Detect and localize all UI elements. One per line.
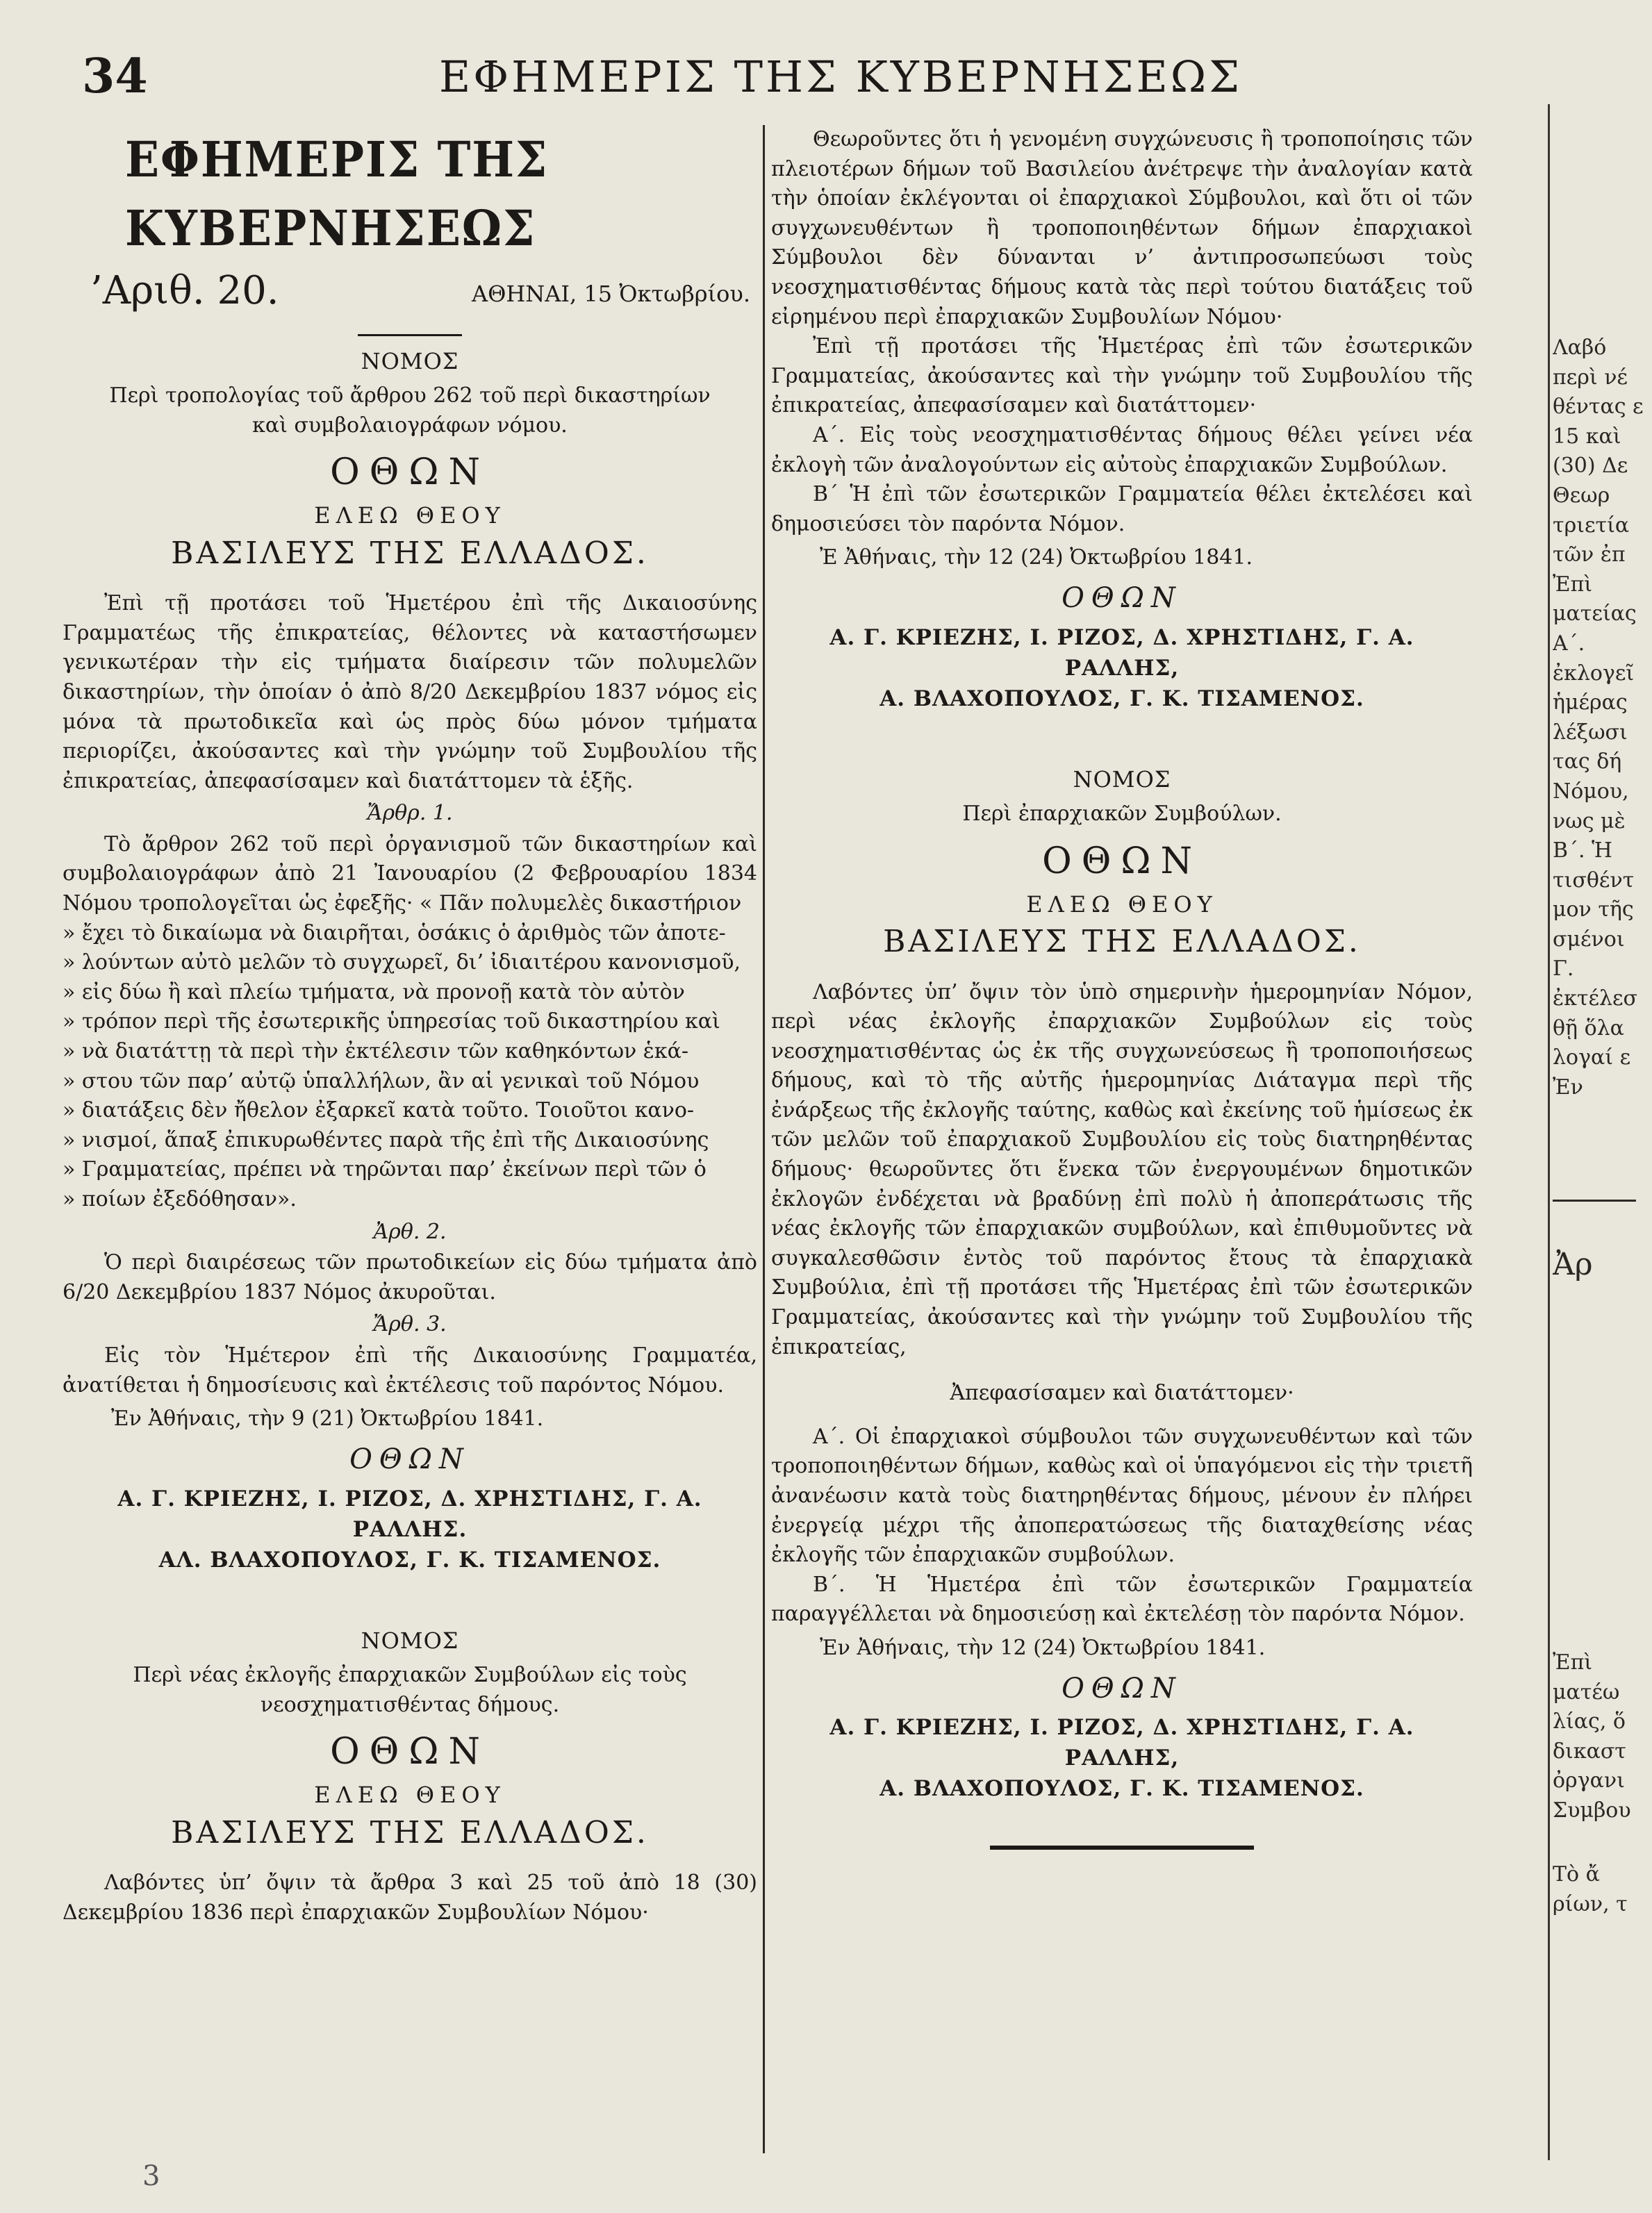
fragment-line: ὀργανι xyxy=(1553,1768,1625,1793)
fragment-line: ρίων, τ xyxy=(1553,1892,1628,1917)
fragment-line: λίας, ὅ xyxy=(1553,1709,1626,1734)
king-signature: ΟΘΩΝ xyxy=(1062,1672,1182,1705)
article-text: Τὸ ἄρθρον 262 τοῦ περὶ ὀργανισμοῦ τῶν δικαστηρίων καὶ συμβολαιογράφων ἀπὸ 21 Ἰανουαρίου (2 Φεβρουαρίου 1834 Νόμου τροπολογεῖται ὡς ἐφεξῆς· « Πᾶν πολυμελὲς δικαστήριον xyxy=(63,831,757,916)
law-heading: ΝΟΜΟΣ xyxy=(361,1627,459,1654)
section-gap xyxy=(771,714,1473,756)
king-title: ΒΑΣΙΛΕΥΣ ΤΗΣ ΕΛΛΑΔΟΣ. xyxy=(171,535,649,571)
fragment-line: σμένοι xyxy=(1553,927,1625,952)
law-new-election-continued xyxy=(771,125,1473,714)
king-signature: ΟΘΩΝ xyxy=(349,1443,470,1475)
law-subject-line: καὶ συμβολαιογράφων νόμου. xyxy=(252,413,568,438)
fragment-line: τισθέντ xyxy=(1553,868,1635,893)
fragment-line: ἐκτέλεσ xyxy=(1553,986,1638,1011)
blank-gap xyxy=(1553,125,1652,333)
article-text: Εἰς τὸν Ἡμέτερον ἐπὶ τῆς Δικαιοσύνης Γραμματέα, ἀνατίθεται ἡ δημοσίευσις καὶ ἐκτέλεσις τοῦ παρόντος Νόμου. xyxy=(63,1343,757,1398)
page-footer-mark: 3 xyxy=(142,2160,160,2192)
fragment-line: Τὸ ἄ xyxy=(1553,1862,1600,1887)
fragment-line: δικαστ xyxy=(1553,1739,1626,1764)
left-column xyxy=(63,125,757,1928)
article-text: Α΄. Εἰς τοὺς νεοσχηματισθέντας δήμους θέλει γείνει νέα ἐκλογὴ τῶν ἀναλογούντων εἰς αὐτοὺς ἐπαρχιακῶν Συμβούλων. xyxy=(771,422,1473,477)
minister-signatures: Α. Γ. ΚΡΙΕΖΗΣ, Ι. ΡΙΖΟΣ, Δ. ΧΡΗΣΤΙΔΗΣ, Γ. Α. ΡΑΛΛΗΣ, xyxy=(829,1715,1414,1771)
fragment-line: 15 καὶ xyxy=(1553,424,1621,449)
dei-gratia: ΕΛΕΩ ΘΕΟΥ xyxy=(314,502,506,529)
quote-line: » διατάξεις δὲν ἤθελον ἐξαρκεῖ κατὰ τοῦτο. Τοιοῦτοι κανο- xyxy=(63,1098,695,1123)
law-article-262 xyxy=(63,346,757,1575)
fragment-rule xyxy=(1553,1200,1636,1202)
law-subject-line: Περὶ τροπολογίας τοῦ ἄρθρου 262 τοῦ περὶ δικαστηρίων xyxy=(109,383,711,408)
page-header xyxy=(0,35,1652,111)
column-divider xyxy=(763,125,765,2153)
minister-signatures: Α. Γ. ΚΡΙΕΖΗΣ, Ι. ΡΙΖΟΣ, Δ. ΧΡΗΣΤΙΔΗΣ, Γ. Α. ΡΑΛΛΗΣ. xyxy=(117,1486,702,1542)
fragment-block xyxy=(1553,333,1652,1102)
masthead: ΕΦΗΜΕΡΙΣ ΤΗΣ ΚΥΒΕΡΝΗΣΕΩΣ xyxy=(125,131,549,258)
signing-date: Ἐν Ἀθήναις, τὴν 9 (21) Ὀκτωβρίου 1841. xyxy=(111,1407,544,1432)
minister-signatures: Α. ΒΛΑΧΟΠΟΥΛΟΣ, Γ. Κ. ΤΙΣΑΜΕΝΟΣ. xyxy=(879,686,1364,711)
fragment-line: νως μὲ xyxy=(1553,809,1626,834)
fragment-line: ματέω xyxy=(1553,1680,1620,1705)
fragment-line: Ἐν xyxy=(1553,1075,1583,1100)
issue-number: ’Αριθ. 20. xyxy=(90,267,279,313)
middle-column xyxy=(771,125,1473,1850)
signing-date: Ἐν Ἀθήναις, τὴν 12 (24) Ὀκτωβρίου 1841. xyxy=(820,1635,1266,1660)
article-label: Ἀρθ. 2. xyxy=(373,1219,447,1244)
preamble: Λαβόντες ὑπ’ ὄψιν τὰ ἄρθρα 3 καὶ 25 τοῦ ἀπὸ 18 (30) Δεκεμβρίου 1836 περὶ ἐπαρχιακῶν Συμβουλίων Νόμου· xyxy=(63,1870,757,1925)
fragment-line: τῶν ἐπ xyxy=(1553,542,1626,567)
king-title: ΒΑΣΙΛΕΥΣ ΤΗΣ ΕΛΛΑΔΟΣ. xyxy=(883,924,1361,960)
preamble: Θεωροῦντες ὅτι ἡ γενομένη συγχώνευσις ἢ τροποποίησις τῶν πλειοτέρων δήμων τοῦ Βασιλείου ἀνέτρεψε τὴν ἀναλογίαν κατὰ τὴν ὁποίαν ἐκλέγονται οἱ ἐπαρχιακοὶ Σύμβουλοι, καὶ ὅτι οἱ τῶν συγχωνευθέντων ἢ τροποποιηθέντων δήμων ἐπαρχιακοὶ Σύμβουλοι δὲν δύνανται ν’ ἀντιπροσωπεύωσι τοὺς νεοσχηματισθέντας δήμους κατὰ τὰς περὶ τούτου διατάξεις τοῦ εἰρημένου περὶ ἐπαρχιακῶν Συμβουλίων Νόμου· xyxy=(771,127,1473,329)
signing-date: Ἐ Ἀθήναις, τὴν 12 (24) Ὀκτωβρίου 1841. xyxy=(820,545,1253,570)
minister-signatures: Α. ΒΛΑΧΟΠΟΥΛΟΣ, Γ. Κ. ΤΙΣΑΜΕΝΟΣ. xyxy=(879,1776,1364,1802)
king-name: ΟΘΩΝ xyxy=(330,451,490,494)
quote-line: » νὰ διατάττῃ τὰ περὶ τὴν ἐκτέλεσιν τῶν καθηκόντων ἑκά- xyxy=(63,1039,689,1064)
quote-line: » εἰς δύω ἢ καὶ πλείω τμήματα, νὰ προνοῇ κατὰ τὸν αὐτὸν xyxy=(63,979,685,1004)
quote-line: » στου τῶν παρ’ αὐτῷ ὑπαλλήλων, ἂν αἱ γενικαὶ τοῦ Νόμου xyxy=(63,1068,700,1093)
article-text: Ὁ περὶ διαιρέσεως τῶν πρωτοδικείων εἰς δύω τμήματα ἀπὸ 6/20 Δεκεμβρίου 1837 Νόμος ἀκυροῦται. xyxy=(63,1250,757,1304)
quote-line: » νισμοί, ἅπαξ ἐπικυρωθέντες παρὰ τῆς ἐπὶ τῆς Δικαιοσύνης xyxy=(63,1127,709,1152)
fragment-block xyxy=(1553,1648,1652,1826)
law-subject xyxy=(63,1661,757,1720)
fragment-line: θέντας ε xyxy=(1553,395,1644,420)
fragment-line: ἡμέρας xyxy=(1553,690,1628,715)
law-heading: ΝΟΜΟΣ xyxy=(361,347,459,374)
quote-line: » ποίων ἐξεδόθησαν». xyxy=(63,1187,297,1212)
section-gap xyxy=(63,1575,757,1617)
law-subject xyxy=(63,381,757,440)
king-name: ΟΘΩΝ xyxy=(330,1731,490,1773)
law-subject-line: Περὶ νέας ἐκλογῆς ἐπαρχιακῶν Συμβούλων εἰς τοὺς xyxy=(133,1663,687,1688)
fragment-line: Νόμου, xyxy=(1553,779,1629,804)
blank-gap xyxy=(1553,1287,1652,1648)
fragment-line: Λαβό xyxy=(1553,335,1607,360)
issue-row xyxy=(63,263,757,319)
quote-line: » τρόπον περὶ τῆς ἐσωτερικῆς ὑπηρεσίας τοῦ δικαστηρίου καὶ xyxy=(63,1009,720,1034)
article-label: Ἄρθ. 3. xyxy=(373,1312,447,1337)
fragment-line: Ἐπὶ xyxy=(1553,1650,1593,1675)
law-provincial-councils xyxy=(771,764,1473,1805)
fragment-line: λέξωσι xyxy=(1553,720,1628,745)
fragment-line: περὶ νέ xyxy=(1553,365,1628,390)
article-text: Β΄ Ἡ ἐπὶ τῶν ἐσωτερικῶν Γραμματεία θέλει ἐκτελέσει καὶ δημοσιεύσει τὸν παρόντα Νόμον. xyxy=(771,482,1473,536)
preamble: Λαβόντες ὑπ’ ὄψιν τὸν ὑπὸ σημερινὴν ἡμερομηνίαν Νόμον, περὶ νέας ἐκλογῆς ἐπαρχιακῶν Συμβούλων εἰς τοὺς νεοσχηματισθέντας ὡς ἐκ τῆς συγχωνεύσεως ἢ τροποποιήσεως δήμους, καὶ τὸ τῆς αὐτῆς ἡμερομηνίας Διάταγμα περὶ τῆς ἐνάρξεως τῆς ἐκλογῆς ταύτης, καθὼς καὶ ἐκείνης τοῦ ἡμίσεως ἐκ τῶν μελῶν τοῦ ἐπαρχιακοῦ Συμβουλίου εἰς τοὺς διατηρηθέντας δήμους· θεωροῦντες ὅτι ἕνεκα τῶν ἐνεργουμένων δημοτικῶν ἐκλογῶν ἐνδέχεται νὰ βραδύνῃ ἐπὶ πολὺ ἡ ἀποπεράτωσις τῆς νέας ἐκλογῆς τῶν ἐπαρχιακῶν συμβούλων, καὶ ἐπιθυμοῦντες νὰ συγκαλεσθῶσιν ἐντὸς τοῦ παρόντος ἔτους τὰ ἐπαρχιακὰ Συμβούλια, ἐπὶ τῇ προτάσει τῆς Ἡμετέρας ἐπὶ τῶν ἐσωτερικῶν Γραμματείας, ἀκούσαντες καὶ τὴν γνώμην τοῦ Συμβουλίου τῆς ἐπικρατείας, xyxy=(771,979,1473,1359)
king-signature: ΟΘΩΝ xyxy=(1062,581,1182,614)
dei-gratia: ΕΛΕΩ ΘΕΟΥ xyxy=(1026,890,1218,918)
issue-date: ΑΘΗΝΑΙ, 15 Ὀκτωβρίου. xyxy=(471,280,750,307)
law-subject-line: νεοσχηματισθέντας δήμους. xyxy=(260,1692,560,1717)
law-new-election xyxy=(63,1625,757,1928)
quote-line: » λούντων αὐτὸ μελῶν τὸ συγχωρεῖ, δι’ ἰδιαιτέρου κανονισμοῦ, xyxy=(63,950,741,975)
quote-line: » Γραμματείας, πρέπει νὰ τηρῶνται παρ’ ἐκείνων περὶ τῶν ὁ xyxy=(63,1157,707,1182)
decree-line: Ἀπεφασίσαμεν καὶ διατάττομεν· xyxy=(950,1381,1294,1406)
article-text: Β΄. Ἡ Ἡμετέρα ἐπὶ τῶν ἐσωτερικῶν Γραμματεία παραγγέλλεται νὰ δημοσιεύσῃ καὶ ἐκτελέσῃ τὸν παρόντα Νόμον. xyxy=(771,1572,1473,1627)
fragment-line: Γ. xyxy=(1553,956,1574,981)
fragment-line: λογαί ε xyxy=(1553,1045,1631,1070)
fragment-line: Ἐπὶ xyxy=(1553,572,1593,597)
law-heading: ΝΟΜΟΣ xyxy=(1073,765,1171,793)
king-name: ΟΘΩΝ xyxy=(1042,840,1202,882)
end-rule xyxy=(990,1846,1254,1850)
king-title: ΒΑΣΙΛΕΥΣ ΤΗΣ ΕΛΛΑΔΟΣ. xyxy=(171,1814,649,1850)
quote-line: » ἔχει τὸ δικαίωμα νὰ διαιρῆται, ὁσάκις ὁ ἀριθμὸς τῶν ἀποτε- xyxy=(63,920,726,945)
adjacent-page-fragment xyxy=(1553,125,1652,1920)
running-title: ΕΦΗΜΕΡΙΣ ΤΗΣ ΚΥΒΕΡΝΗΣΕΩΣ xyxy=(438,51,1243,102)
minister-signatures: ΑΛ. ΒΛΑΧΟΠΟΥΛΟΣ, Γ. Κ. ΤΙΣΑΜΕΝΟΣ. xyxy=(158,1547,661,1573)
fragment-line: Β΄. Ἡ xyxy=(1553,838,1612,863)
preamble: Ἐπὶ τῇ προτάσει τοῦ Ἡμετέρου ἐπὶ τῆς Δικαιοσύνης Γραμματέως τῆς ἐπικρατείας, θέλοντες νὰ καταστήσωμεν γενικωτέραν τὴν εἰς τμήματα διαίρεσιν τῶν πολυμελῶν δικαστηρίων, τὴν ὁποίαν ὁ ἀπὸ 8/20 Δεκεμβρίου 1837 νόμος εἰς μόνα τὰ πρωτοδικεῖα καὶ ὡς πρὸς δύω μόνον τμήματα περιορίζει, ἀκούσαντες καὶ τὴν γνώμην τοῦ Συμβουλίου τῆς ἐπικρατείας, ἀπεφασίσαμεν καὶ διατάττομεν τὰ ἑξῆς. xyxy=(63,591,757,793)
page-number: 34 xyxy=(82,49,148,104)
fragment-line: ἐκλογεῖ xyxy=(1553,661,1635,686)
fragment-line: Α΄. xyxy=(1553,631,1585,656)
fragment-line: Θεωρ xyxy=(1553,483,1610,508)
law-subject: Περὶ ἐπαρχιακῶν Συμβούλων. xyxy=(962,802,1282,827)
divider-rule xyxy=(358,334,462,336)
fragment-line: ματείας xyxy=(1553,602,1637,627)
article-text: Α΄. Οἱ ἐπαρχιακοὶ σύμβουλοι τῶν συγχωνευθέντων καὶ τῶν τροποποιηθέντων δήμων, καθὼς καὶ οἱ ὑπαγόμενοι εἰς τὴν τριετῆ ἀνανέωσιν κατὰ τοὺς διατηρηθέντας δήμους, μένουν ἐν πλήρει ἐνεργείᾳ μέχρι τῆς ἀποπερατώσεως τῆς διαταχθείσης νέας ἐκλογῆς τῶν ἐπαρχιακῶν συμβούλων. xyxy=(771,1424,1473,1568)
fragment-line: θῇ ὅλα xyxy=(1553,1016,1624,1041)
fragment-line: μον τῆς xyxy=(1553,897,1634,922)
preamble: Ἐπὶ τῇ προτάσει τῆς Ἡμετέρας ἐπὶ τῶν ἐσωτερικῶν Γραμματείας, ἀκούσαντες καὶ τὴν γνώμην τοῦ Συμβουλίου τῆς ἐπικρατείας, ἀπεφασίσαμεν καὶ διατάττομεν· xyxy=(771,334,1473,418)
fragment-line: Συμβου xyxy=(1553,1798,1631,1823)
fragment-line: τας δή xyxy=(1553,749,1622,774)
blank-gap xyxy=(1553,1825,1652,1860)
dei-gratia: ΕΛΕΩ ΘΕΟΥ xyxy=(314,1782,506,1809)
fragment-line: τριετία xyxy=(1553,513,1630,538)
minister-signatures: Α. Γ. ΚΡΙΕΖΗΣ, Ι. ΡΙΖΟΣ, Δ. ΧΡΗΣΤΙΔΗΣ, Γ. Α. ΡΑΛΛΗΣ, xyxy=(829,624,1414,681)
article-label: Ἄρθρ. 1. xyxy=(367,801,453,826)
page-gutter-divider xyxy=(1548,104,1550,2160)
fragment-heading: Ἀρ xyxy=(1553,1247,1593,1283)
fragment-line: (30) Δε xyxy=(1553,454,1628,479)
